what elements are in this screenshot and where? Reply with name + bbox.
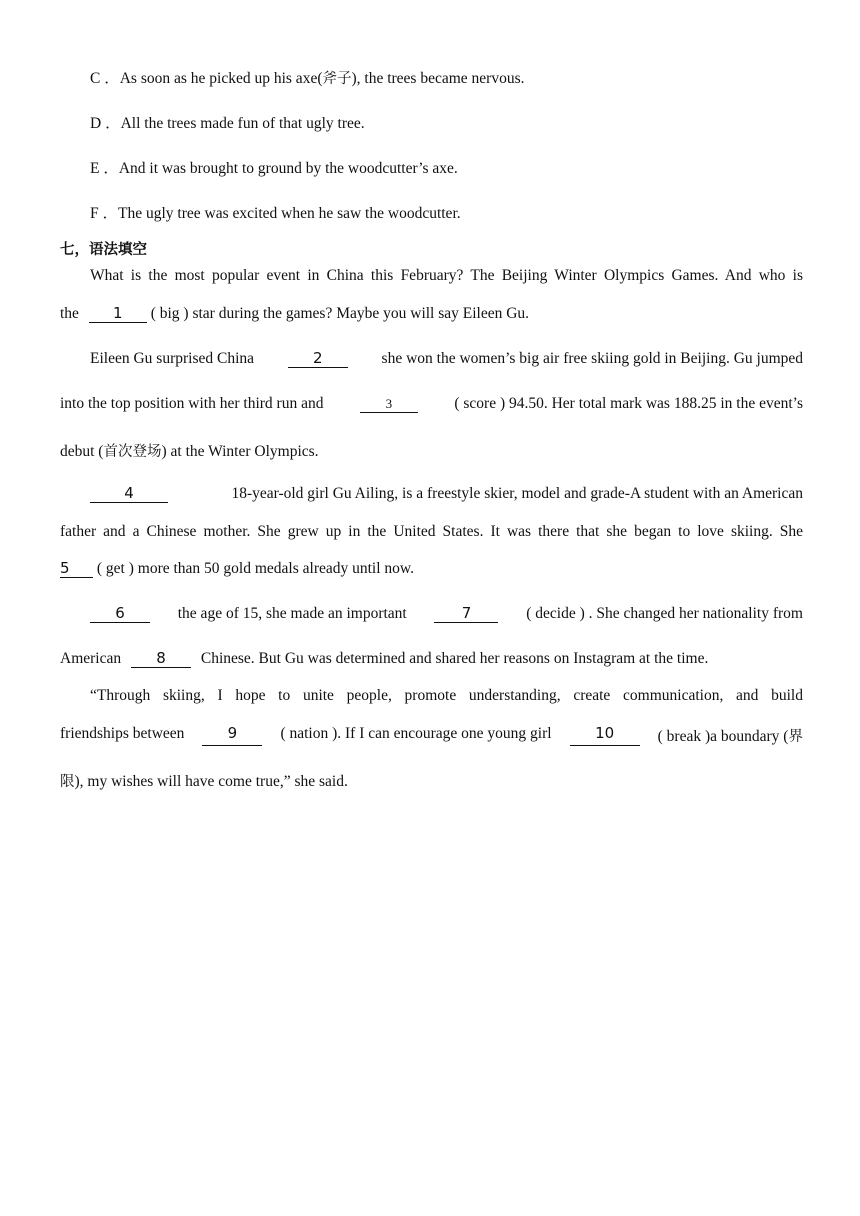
- p5-line1: “Through skiing, I hope to unite people, promote understanding, create communication, and build: [90, 687, 803, 704]
- section-title: 七，语法填空: [60, 242, 147, 258]
- option-letter: D: [90, 115, 102, 132]
- p3-line2: father and a Chinese mother. She grew up in the United States. It was there that she began to love skiing. She: [60, 523, 803, 540]
- blank-4[interactable]: 4: [90, 485, 168, 503]
- p3-line3: 5 ( get ) more than 50 gold medals already until now.: [60, 559, 414, 577]
- option-letter: E: [90, 160, 100, 177]
- blank-3[interactable]: 3: [360, 395, 418, 413]
- p5-line3: 限), my wishes will have come true,” she said.: [60, 773, 348, 790]
- blank-8[interactable]: 8: [131, 650, 191, 668]
- option-letter: C: [90, 70, 101, 87]
- p3-line1: 4 18-year-old girl Gu Ailing, is a freestyle skier, model and grade-A student with an American: [90, 485, 803, 503]
- blank-5[interactable]: 5: [60, 560, 93, 578]
- cn-debut: 首次登场: [103, 444, 162, 460]
- p2-line3: debut (首次登场) at the Winter Olympics.: [60, 443, 319, 460]
- blank-6[interactable]: 6: [90, 605, 150, 623]
- option-c: C ．As soon as he picked up his axe(斧子), the trees became nervous.: [90, 70, 525, 87]
- blank-9[interactable]: 9: [202, 725, 262, 746]
- option-f: F ．The ugly tree was excited when he saw the woodcutter.: [90, 205, 461, 222]
- option-cn-text: 斧子: [322, 71, 352, 87]
- p4-line2: American 8 Chinese. But Gu was determined and shared her reasons on Instagram at the time.: [60, 649, 709, 667]
- p1-line1: What is the most popular event in China this February? The Beijing Winter Olympics Games. And who is: [90, 267, 803, 284]
- p5-line2: friendships between 9 ( nation ). If I can encourage one young girl 10 ( break )a boundary (界: [60, 724, 803, 745]
- p2-line1: Eileen Gu surprised China 2 she won the women’s big air free skiing gold in Beijing. Gu jumped: [90, 349, 803, 367]
- cn-boundary-2: 限: [60, 774, 75, 790]
- cn-boundary-1: 界: [788, 729, 803, 745]
- option-text: All the trees made fun of that ugly tree.: [120, 115, 365, 132]
- option-text: And it was brought to ground by the woodcutter’s axe.: [118, 160, 458, 177]
- option-text-tail: ), the trees became nervous.: [351, 70, 525, 87]
- p1-line2: the 1 ( big ) star during the games? Maybe you will say Eileen Gu.: [60, 304, 530, 322]
- blank-1[interactable]: 1: [89, 305, 147, 323]
- option-text: As soon as he picked up his axe(: [119, 70, 323, 87]
- option-text: The ugly tree was excited when he saw the woodcutter.: [118, 205, 461, 222]
- p4-line1: 6 the age of 15, she made an important 7 ( decide ) . She changed her nationality from: [90, 605, 803, 623]
- option-d: D ．All the trees made fun of that ugly tree.: [90, 115, 365, 132]
- blank-2[interactable]: 2: [288, 350, 348, 368]
- blank-7[interactable]: 7: [434, 605, 498, 623]
- p2-line2: into the top position with her third run and 3 ( score ) 94.50. Her total mark was 188.25 in the event’s: [60, 395, 803, 412]
- blank-10[interactable]: 10: [570, 725, 640, 746]
- option-letter: F: [90, 205, 99, 222]
- option-e: E ．And it was brought to ground by the woodcutter’s axe.: [90, 160, 458, 177]
